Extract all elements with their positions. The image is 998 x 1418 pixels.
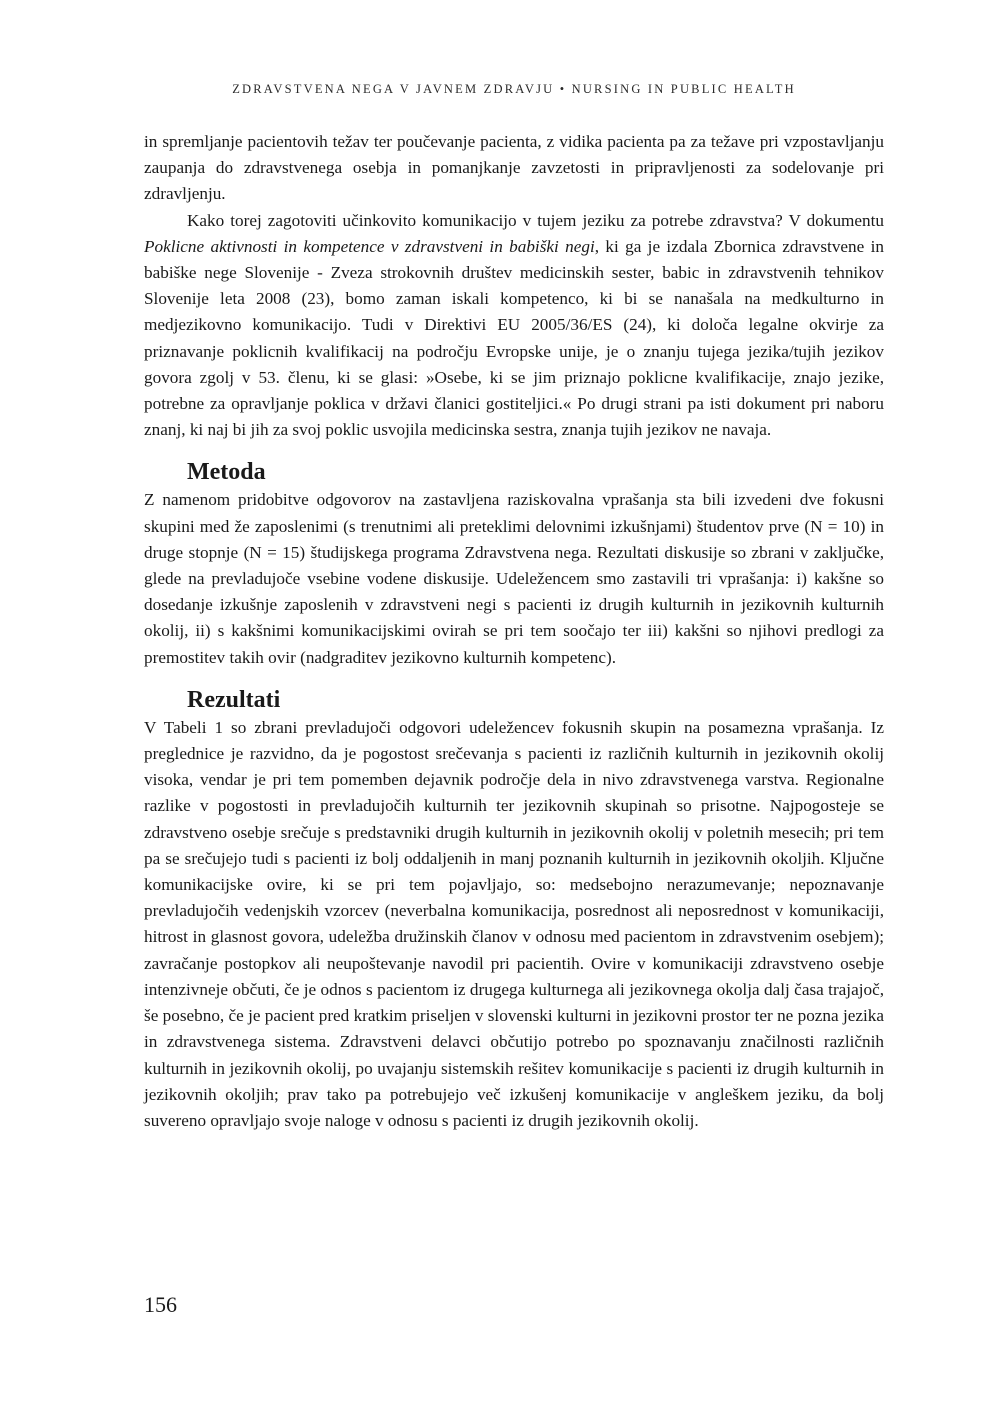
paragraph-text-start: Kako torej zagotoviti učinkovito komunikacijo v tujem jeziku za potrebe zdravstva? V dokumentu — [187, 210, 884, 230]
document-title-italic: Poklicne aktivnosti in kompetence v zdravstveni in babiški negi — [144, 236, 595, 256]
section-heading-rezultati: Rezultati — [187, 686, 281, 713]
section-heading-metoda: Metoda — [187, 459, 266, 486]
page-number: 156 — [144, 1292, 177, 1317]
paragraph-competence — [144, 208, 884, 444]
section-text-metoda: Z namenom pridobitve odgovorov na zastavljena raziskovalna vprašanja sta bili izvedeni dve fokusni skupini med že zaposlenimi (s trenutnimi ali preteklimi delovnimi izkušnjami) študentov prve (N = 10) in druge stopnje (N = 15) študijskega programa Zdravstvena nega. Rezultati diskusije so zbrani v zaključke, glede na prevladujoče vsebine vodene diskusije. Udeležencem smo zastavili tri vprašanja: i) kakšne so dosedanje izkušnje zaposlenih v zdravstveni negi s pacienti iz drugih kulturnih in jezikovnih kulturnih okolij, ii) s kakšnimi komunikacijskimi ovirah se pri tem soočajo ter iii) kakšni so njihovi predlogi za premostitev takih ovir (nadgraditev jezikovno kulturnih kompetenc). — [144, 490, 884, 667]
running-header: ZDRAVSTVENA NEGA V JAVNEM ZDRAVJU • NURSING IN PUBLIC HEALTH — [232, 82, 796, 96]
paragraph-text-end: , ki ga je izdala Zbornica zdravstvene in babiške nege Slovenije - Zveza strokovnih društev medicinskih sester, babic in zdravstvenih tehnikov Slovenije leta 2008 (23), bomo zaman iskali kompetenco, ki bi se nanašala na medkulturno in medjezikovno komunikacijo. Tudi v Direktivi EU 2005/36/ES (24), ki določa legalne okvirje za priznavanje poklicnih kvalifikacij na področju Evropske unije, je o znanju tujega jezika/tujih jezikov govora zgolj v 53. členu, ki se glasi: »Osebe, ki se jim priznajo poklicne kvalifikacije, znajo jezike, potrebne za opravljanje poklica v državi članici gostiteljici.« Po drugi strani pa isti dokument pri naboru znanj, ki naj bi jih za svoj poklic usvojila medicinska sestra, znanja tujih jezikov ne navaja. — [144, 236, 884, 440]
page-body — [144, 129, 884, 1134]
section-text-rezultati: V Tabeli 1 so zbrani prevladujoči odgovori udeležencev fokusnih skupin na posamezna vprašanja. Iz preglednice je razvidno, da je pogostost srečevanja s pacienti iz različnih kulturnih in jezikovnih okolij visoka, vendar je pri tem pomemben dejavnik področje dela in nivo zdravstvenega varstva. Regionalne razlike v pogostosti in prevladujočih kulturnih ter jezikovnih skupinah so prisotne. Najpogosteje se zdravstveno osebje srečuje s predstavniki drugih kulturnih in jezikovnih okolij v poletnih mesecih; pri tem pa se srečujejo tudi s pacienti iz bolj oddaljenih in manj poznanih kulturnih in jezikovnih okoljih. Ključne komunikacijske ovire, ki se pri tem pojavljajo, so: medsebojno nerazumevanje; nepoznavanje prevladujočih vedenjskih vzorcev (neverbalna komunikacija, posrednost ali neposrednost v komunikaciji, hitrost in glasnost govora, udeležba družinskih članov v odnosu med pacientom in zdravstvenim osebjem); zavračanje postopkov ali neupoštevanje navodil pri pacientih. Ovire v komunikaciji zdravstveno osebje intenzivneje občuti, če je odnos s pacientom iz drugega kulturnega ali jezikovnega okolja dalj časa trajajoč, še posebno, če je pacient pred kratkim priseljen v slovenski kulturni in jezikovni prostor ter ne pozna jezika in zdravstvenega sistema. Zdravstveni delavci občutijo potrebo po spoznavanju značilnosti različnih kulturnih in jezikovnih okolij, po uvajanju sistemskih rešitev komunikacije s pacienti iz drugih kulturnih in jezikovnih okoljih; prav tako pa potrebujejo več izkušenj komunikacije v angleškem jeziku, da bolj suvereno opravljajo svoje naloge v odnosu s pacienti iz drugih jezikovnih okolij. — [144, 717, 884, 1130]
paragraph-continuation: in spremljanje pacientovih težav ter poučevanje pacienta, z vidika pacienta pa za težave pri vzpostavljanju zaupanja do zdravstvenega osebja in pomanjkanje zavzetosti in pripravljenosti za sodelovanje pri zdravljenju. — [144, 132, 884, 204]
